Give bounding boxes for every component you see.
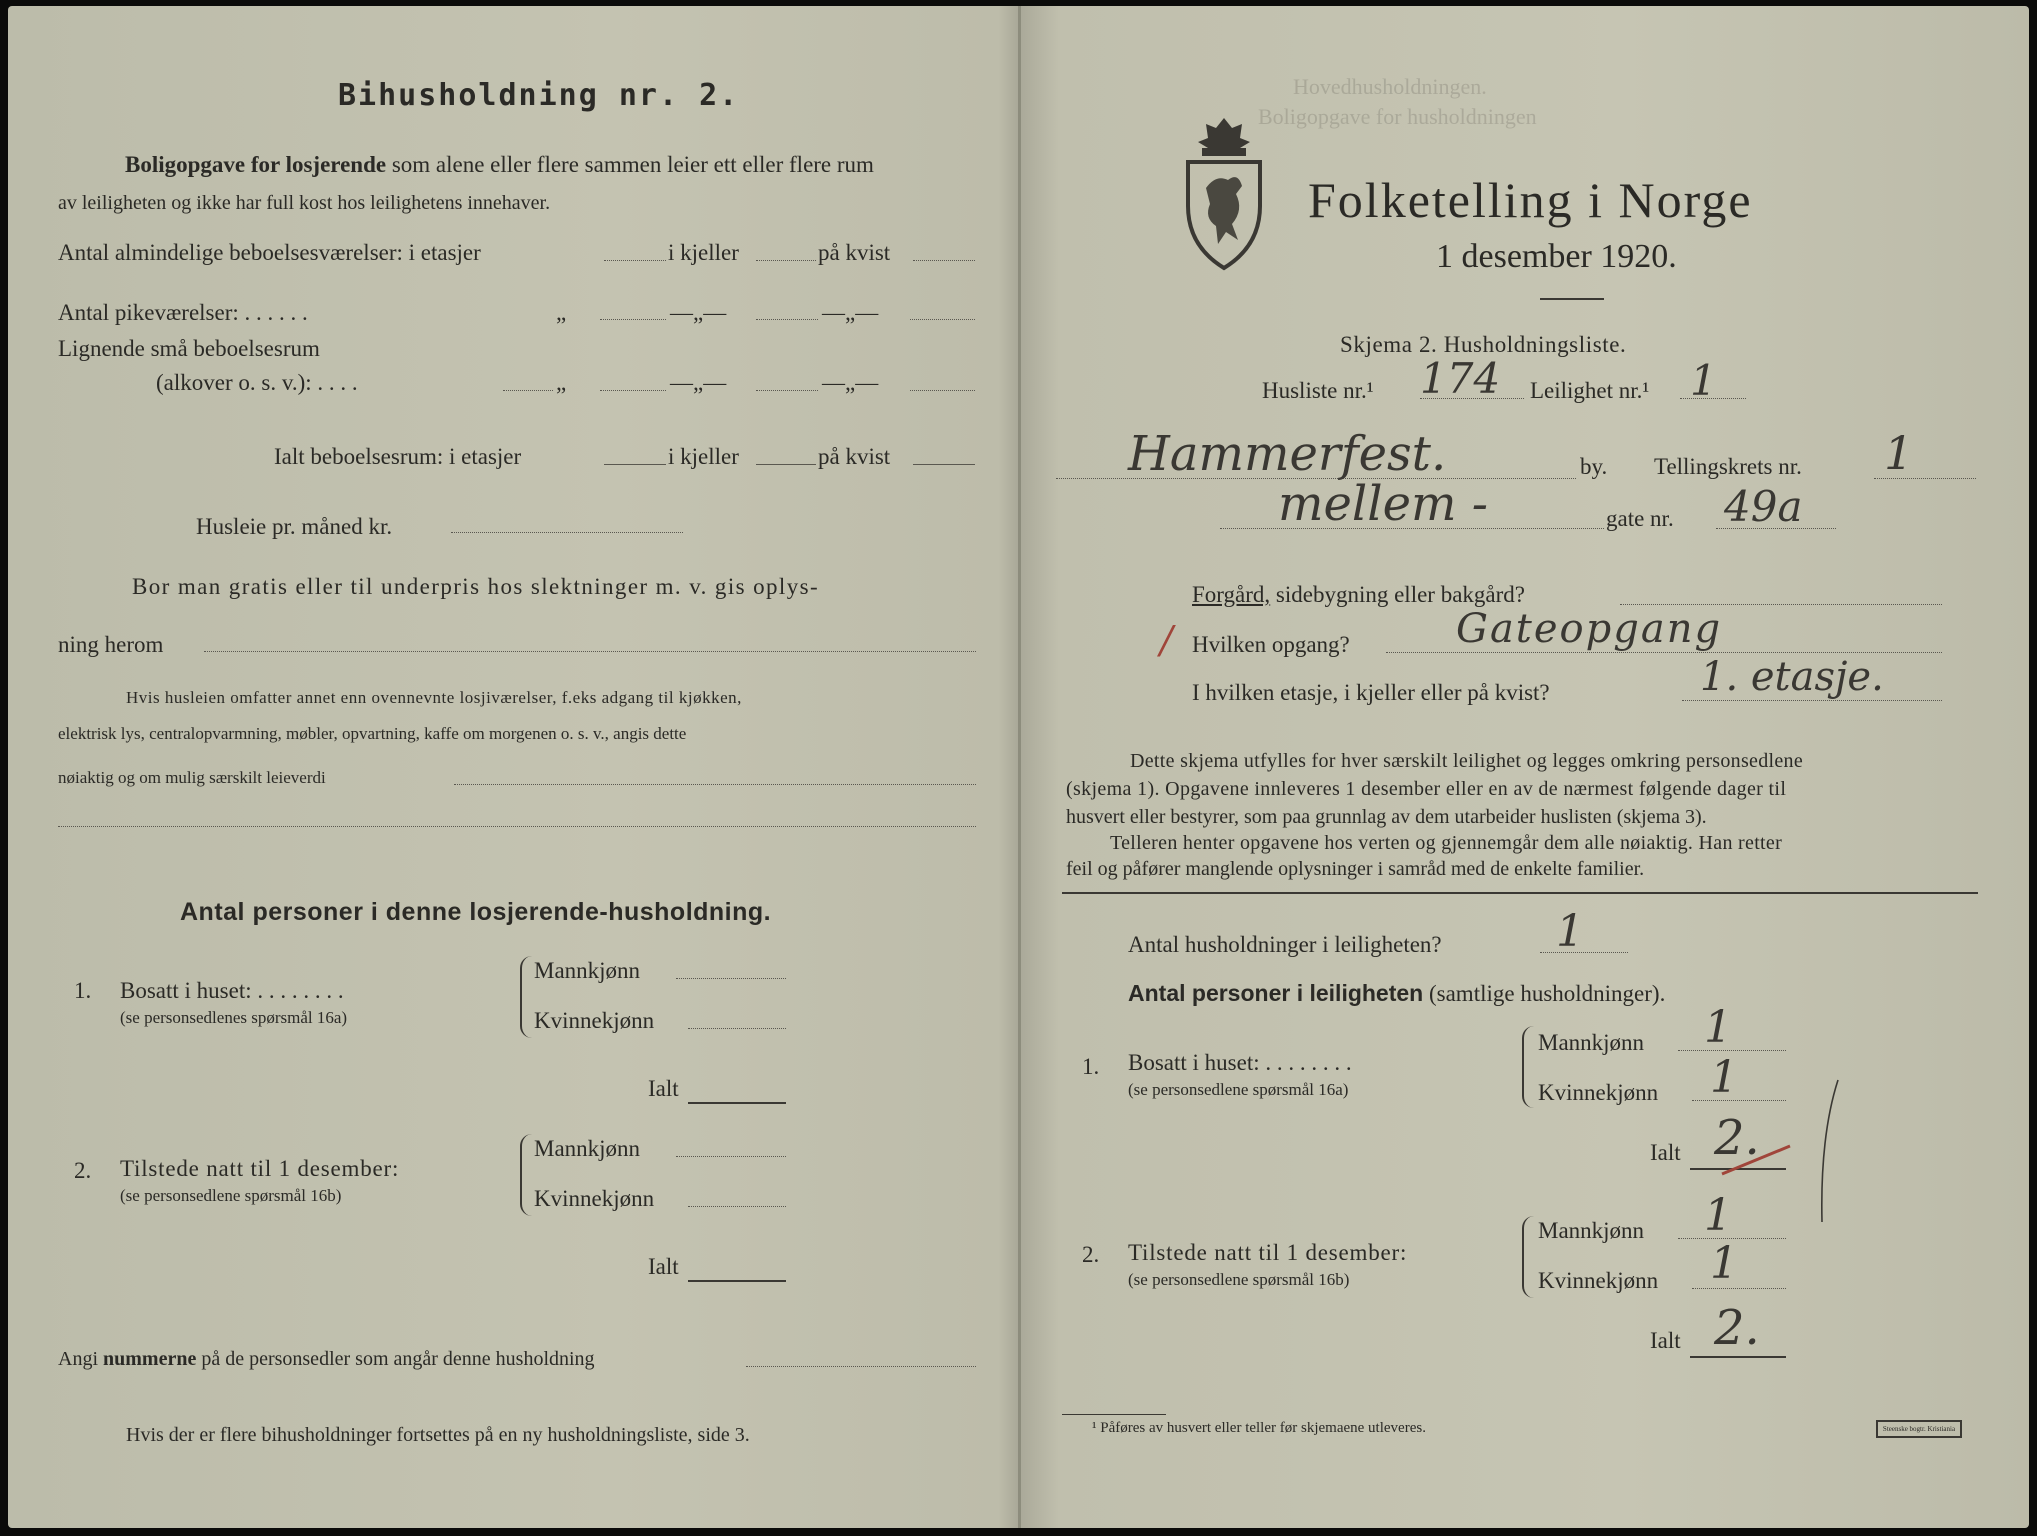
left-q2-kvinne-label: Kvinnekjønn <box>534 1186 655 1211</box>
lignende-field-3[interactable] <box>910 390 975 391</box>
right-q2-mann-label: Mannkjønn <box>1538 1218 1645 1243</box>
lignende-field-0[interactable] <box>503 390 553 391</box>
angi-line <box>58 1348 595 1371</box>
pike-label: Antal pikeværelser: . . . . . . <box>58 300 308 325</box>
rooms-kjeller-label: i kjeller <box>668 240 739 265</box>
opgang-field[interactable] <box>1386 652 1942 653</box>
left-q2-sub: (se personsedlene spørsmål 16b) <box>120 1186 342 1205</box>
hush-label: Antal husholdninger i leiligheten? <box>1128 932 1442 957</box>
lignende-field-1[interactable] <box>600 390 666 391</box>
forgard-line <box>1192 582 1525 608</box>
persons-rest: (samtlige husholdninger). <box>1428 981 1666 1006</box>
left-q1-kvinne-label: Kvinnekjønn <box>534 1008 655 1033</box>
right-q1-kvinne-value[interactable]: 1 <box>1710 1052 1738 1103</box>
pike-field-2[interactable] <box>756 319 818 320</box>
left-q1-kvinne-field[interactable] <box>688 1028 786 1029</box>
left-q2-brace <box>520 1134 532 1216</box>
gratis-line-2: ning herom <box>58 632 164 657</box>
rooms-etasjer-field[interactable] <box>604 260 666 261</box>
instr-line-4: Telleren henter opgavene hos verten og gjennemgår dem alle nøiaktig. Han retter <box>1110 832 1783 854</box>
forgard-field[interactable] <box>1620 604 1942 605</box>
intro-rest: som alene eller flere sammen leier ett eller flere rum <box>391 152 874 177</box>
by-value[interactable]: Hammerfest. <box>1128 426 1447 482</box>
title-divider <box>1540 298 1604 300</box>
by-label: by. <box>1580 454 1608 479</box>
right-q2-label: Tilstede natt til 1 desember: <box>1128 1240 1408 1265</box>
leilighet-label: Leilighet nr.¹ <box>1530 378 1650 403</box>
husliste-value[interactable]: 174 <box>1420 354 1501 403</box>
right-q1-sub: (se personsedlene spørsmål 16a) <box>1128 1080 1349 1099</box>
section-divider <box>1062 892 1978 894</box>
form-title: Folketelling i Norge <box>1308 172 1753 228</box>
right-q1-number: 1. <box>1082 1054 1100 1079</box>
right-q1-label: Bosatt i huset: . . . . . . . . <box>1128 1050 1352 1075</box>
instr-line-1: Dette skjema utfylles for hver særskilt leilighet og legges omkring personsedlene <box>1130 750 1804 772</box>
printer-stamp: Steenske bogtr. Kristiania <box>1876 1420 1962 1438</box>
small-line-1: Hvis husleien omfatter annet enn ovennevnte losjiværelser, f.eks adgang til kjøkken, <box>126 688 742 707</box>
right-q1-ialt-label: Ialt <box>1650 1140 1681 1165</box>
forgard-rest: sidebygning eller bakgård? <box>1275 582 1525 607</box>
right-q2-kvinne-value[interactable]: 1 <box>1710 1238 1738 1289</box>
lignende-label-2: (alkover o. s. v.): . . . . <box>156 370 358 395</box>
lignende-ditto-3: —„— <box>822 370 879 395</box>
left-q2-kvinne-field[interactable] <box>688 1206 786 1207</box>
pike-ditto-3: —„— <box>822 300 879 325</box>
rooms-label: Antal almindelige beboelsesværelser: i etasjer <box>58 240 481 265</box>
left-q1-number: 1. <box>74 978 92 1003</box>
krets-value[interactable]: 1 <box>1884 426 1914 480</box>
left-q2-mann-label: Mannkjønn <box>534 1136 641 1161</box>
pencil-margin-mark <box>1814 1076 1844 1226</box>
page-fold <box>1018 6 1021 1528</box>
left-q2-label: Tilstede natt til 1 desember: <box>120 1156 400 1181</box>
skjema-label: Skjema 2. Husholdningsliste. <box>1340 332 1627 357</box>
small-line-3: nøiaktig og om mulig særskilt leieverdi <box>58 768 326 787</box>
gate-nr-value[interactable]: 49a <box>1724 482 1803 531</box>
etasje-label: I hvilken etasje, i kjeller eller på kvist? <box>1192 680 1550 705</box>
krets-label: Tellingskrets nr. <box>1654 454 1802 479</box>
hush-value[interactable]: 1 <box>1556 906 1584 957</box>
rooms-kjeller-field[interactable] <box>756 260 816 261</box>
rooms-kvist-label: på kvist <box>818 240 891 265</box>
right-q2-sub: (se personsedlene spørsmål 16b) <box>1128 1270 1350 1289</box>
right-q1-kvinne-field[interactable] <box>1692 1100 1786 1101</box>
right-q1-ialt-value[interactable]: 2. <box>1714 1110 1760 1166</box>
ialt-kvist-field[interactable] <box>913 464 975 465</box>
left-q1-label: Bosatt i huset: . . . . . . . . <box>120 978 344 1003</box>
leilighet-value[interactable]: 1 <box>1690 356 1717 405</box>
gratis-line-1: Bor man gratis eller til underpris hos slektninger m. v. gis oplys- <box>132 574 820 599</box>
left-q1-ialt-field[interactable] <box>688 1102 786 1104</box>
left-persons-heading: Antal personer i denne losjerende-husholdning. <box>180 898 772 926</box>
etasje-value[interactable]: 1. etasje. <box>1700 654 1884 700</box>
forgard-underlined[interactable]: Forgård, <box>1192 582 1271 607</box>
left-q1-sub: (se personsedlenes spørsmål 16a) <box>120 1008 348 1027</box>
right-q1-mann-field[interactable] <box>1678 1050 1786 1051</box>
etasje-field[interactable] <box>1682 700 1942 701</box>
rooms-kvist-field[interactable] <box>913 260 975 261</box>
left-q2-ialt-label: Ialt <box>648 1254 679 1279</box>
gate-value[interactable]: mellem - <box>1278 476 1489 532</box>
small-line-2: elektrisk lys, centralopvarmning, møbler, opvartning, kaffe om morgenen o. s. v., angis dette <box>58 724 687 743</box>
right-q2-brace <box>1522 1216 1534 1298</box>
faint-bleed-1: Hovedhusholdningen. <box>1293 74 1487 99</box>
left-q1-brace <box>520 956 532 1038</box>
intro-line-1 <box>125 152 874 178</box>
footnote-rule <box>1062 1414 1166 1415</box>
pike-ditto-2: —„— <box>670 300 727 325</box>
husleie-label: Husleie pr. måned kr. <box>196 514 393 539</box>
ialt-rooms-label: Ialt beboelsesrum: i etasjer <box>274 444 522 469</box>
gate-label: gate nr. <box>1606 506 1674 531</box>
left-q1-mann-label: Mannkjønn <box>534 958 641 983</box>
pike-field-1[interactable] <box>600 319 666 320</box>
husliste-label: Husliste nr.¹ <box>1262 378 1374 403</box>
ialt-kvist-label: på kvist <box>818 444 891 469</box>
persons-line <box>1128 980 1665 1007</box>
lignende-label-1: Lignende små beboelsesrum <box>58 336 320 361</box>
angi-part-1: Angi <box>58 1348 98 1370</box>
left-q1-mann-field[interactable] <box>676 978 786 979</box>
opgang-label: Hvilken opgang? <box>1192 632 1350 657</box>
right-q2-ialt-label: Ialt <box>1650 1328 1681 1353</box>
lignende-ditto-1: „ <box>556 370 567 395</box>
ialt-kjeller-label: i kjeller <box>668 444 739 469</box>
right-q1-kvinne-label: Kvinnekjønn <box>1538 1080 1659 1105</box>
ialt-kjeller-field[interactable] <box>756 464 816 465</box>
coat-of-arms-icon <box>1180 114 1268 274</box>
angi-part-2: på de personsedler som angår denne husholdning <box>201 1348 595 1370</box>
left-q1-ialt-label: Ialt <box>648 1076 679 1101</box>
right-q2-ialt-field[interactable] <box>1690 1356 1786 1358</box>
left-q2-number: 2. <box>74 1158 92 1183</box>
right-q2-number: 2. <box>1082 1242 1100 1267</box>
angi-bold: nummerne <box>103 1348 197 1370</box>
left-q2-mann-field[interactable] <box>676 1156 786 1157</box>
right-q1-mann-label: Mannkjønn <box>1538 1030 1645 1055</box>
left-q2-ialt-field[interactable] <box>688 1280 786 1282</box>
right-q2-mann-value[interactable]: 1 <box>1704 1190 1732 1241</box>
ialt-etasjer-field[interactable] <box>604 464 666 465</box>
husleie-field[interactable] <box>451 532 683 533</box>
form-date: 1 desember 1920. <box>1436 238 1677 275</box>
left-title: Bihusholdning nr. 2. <box>338 78 740 113</box>
intro-bold: Boligopgave for losjerende <box>125 152 387 177</box>
right-q2-kvinne-label: Kvinnekjønn <box>1538 1268 1659 1293</box>
instr-line-3: husvert eller bestyrer, som paa grunnlag av dem utarbeider huslisten (skjema 3). <box>1066 806 1707 828</box>
hush-field[interactable] <box>1540 952 1628 953</box>
faint-bleed-2: Boligopgave for husholdningen <box>1258 104 1537 129</box>
lignende-field-2[interactable] <box>756 390 818 391</box>
gratis-field[interactable] <box>204 651 976 652</box>
census-form-sheet <box>8 6 2029 1528</box>
pike-ditto-1: „ <box>556 300 567 325</box>
right-q2-kvinne-field[interactable] <box>1692 1288 1786 1289</box>
pike-field-3[interactable] <box>910 319 975 320</box>
angi-field[interactable] <box>746 1366 976 1367</box>
instr-line-5: feil og påfører manglende oplysninger i samråd med de enkelte familier. <box>1066 858 1645 880</box>
leieverdi-field-2[interactable] <box>58 826 976 827</box>
leieverdi-field[interactable] <box>454 784 976 785</box>
lignende-ditto-2: —„— <box>670 370 727 395</box>
right-q1-mann-value[interactable]: 1 <box>1704 1002 1732 1053</box>
intro-line-2: av leiligheten og ikke har full kost hos leilighetens innehaver. <box>58 192 551 214</box>
right-q1-brace <box>1522 1026 1534 1108</box>
persons-bold: Antal personer i leiligheten <box>1128 980 1424 1006</box>
left-footer: Hvis der er flere bihusholdninger fortsettes på en ny husholdningsliste, side 3. <box>126 1424 750 1446</box>
instr-line-2: (skjema 1). Opgavene innleveres 1 desember eller en av de nærmest følgende dager til <box>1066 778 1787 800</box>
right-q2-ialt-value[interactable]: 2. <box>1714 1300 1760 1356</box>
opgang-value[interactable]: Gateopgang <box>1456 606 1723 652</box>
footnote: ¹ Påføres av husvert eller teller før skjemaene utleveres. <box>1092 1420 1426 1436</box>
red-check-mark: / <box>1160 618 1173 662</box>
